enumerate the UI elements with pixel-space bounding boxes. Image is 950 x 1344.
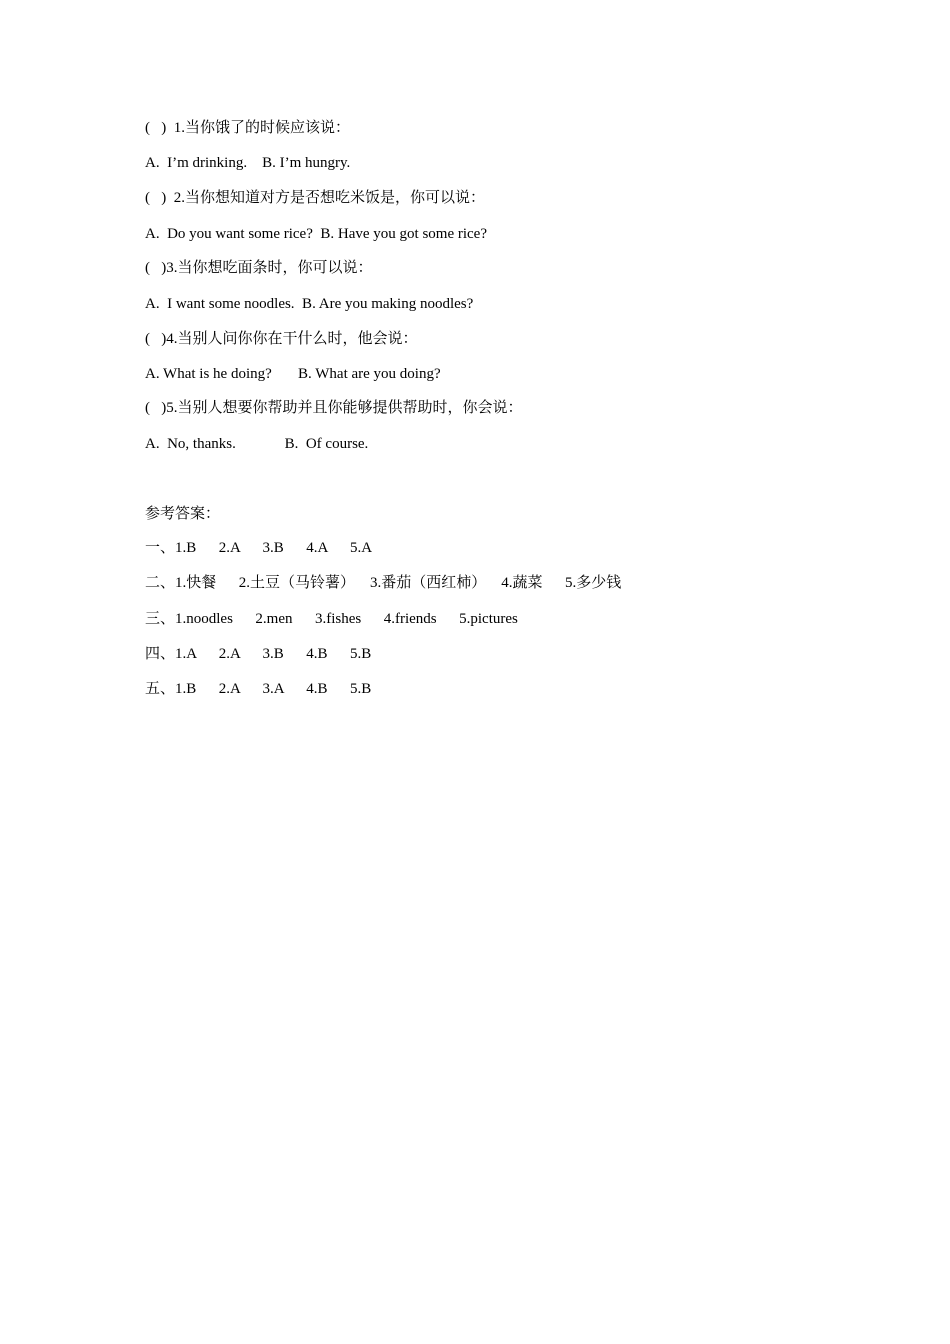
question-2-options: A. Do you want some rice? B. Have you got some rice? (145, 226, 487, 242)
question-3-prompt: ( )3.当你想吃面条时，你可以说： (145, 260, 373, 276)
question-5-options: A. No, thanks. B. Of course. (145, 436, 369, 452)
question-5-prompt: ( )5.当别人想要你帮助并且你能够提供帮助时，你会说： (145, 400, 523, 416)
question-2-prompt: ( ) 2.当你想知道对方是否想吃米饭是，你可以说： (145, 190, 485, 206)
answers-row-3: 三、1.noodles 2.men 3.fishes 4.friends 5.pictures (145, 611, 518, 627)
question-4-options: A. What is he doing? B. What are you doing? (145, 366, 441, 382)
answers-row-4: 四、1.A 2.A 3.B 4.B 5.B (145, 646, 372, 662)
question-4-prompt: ( )4.当别人问你你在干什么时，他会说： (145, 331, 418, 347)
question-1-prompt: ( ) 1.当你饿了的时候应该说： (145, 120, 350, 136)
answers-row-5: 五、1.B 2.A 3.A 4.B 5.B (145, 681, 372, 697)
question-1-options: A. I’m drinking. B. I’m hungry. (145, 155, 351, 171)
answers-row-1: 一、1.B 2.A 3.B 4.A 5.A (145, 540, 373, 556)
answers-title: 参考答案： (145, 506, 221, 522)
question-3-options: A. I want some noodles. B. Are you making noodles? (145, 296, 474, 312)
answers-row-2: 二、1.快餐 2.土豆（马铃薯） 3.番茄（西红柿） 4.蔬菜 5.多少钱 (145, 575, 622, 591)
